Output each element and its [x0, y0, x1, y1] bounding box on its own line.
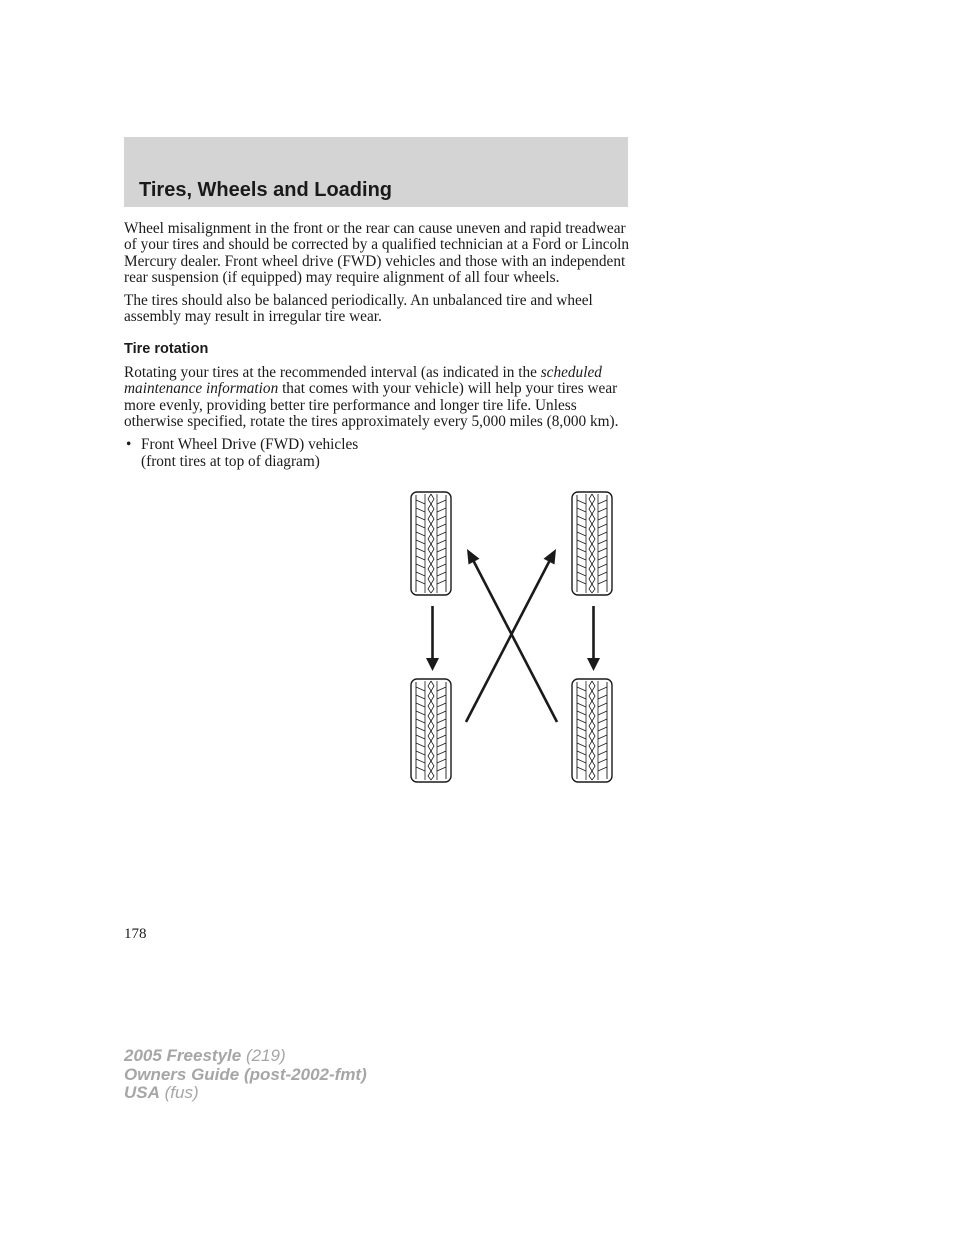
footer-line-guide — [124, 1066, 367, 1085]
footer-line-market — [124, 1084, 367, 1103]
bullet-item-fwd — [124, 437, 361, 470]
paragraph-rotation — [124, 365, 632, 430]
paragraph-alignment: Wheel misalignment in the front or the rear can cause uneven and rapid treadwear of your tires and should be corrected by a qualified technician at a Ford or Lincoln Mercury dealer. Front wheel drive (FWD) vehicles and those with an independent rear suspension (if equipped) may require alignment of all four wheels. — [124, 220, 630, 286]
footer-guide: Owners Guide (post-2002-fmt) — [124, 1064, 367, 1084]
section-title: Tires, Wheels and Loading — [139, 179, 393, 201]
subheading-tire-rotation: Tire rotation — [124, 340, 209, 357]
arrow-front-left-to-rear-left-icon — [426, 606, 439, 671]
document-footer — [124, 1047, 367, 1103]
front-right-tire-icon — [572, 492, 612, 595]
footer-market-code: (fus) — [164, 1083, 199, 1102]
front-left-tire-icon — [411, 492, 451, 595]
bullet-text-fwd: Front Wheel Drive (FWD) vehicles (front tires at top of diagram) — [141, 436, 359, 470]
footer-market: USA — [124, 1083, 160, 1102]
footer-line-model — [124, 1047, 367, 1066]
paragraph-rotation-start: Rotating your tires at the recommended interval (as indicated in the — [124, 364, 537, 382]
paragraph-balancing: The tires should also be balanced periodically. An unbalanced tire and wheel assembly may result in irregular tire wear. — [124, 292, 593, 326]
footer-model: 2005 Freestyle — [124, 1046, 242, 1065]
arrow-front-right-to-rear-right-icon — [587, 606, 600, 671]
rear-right-tire-icon — [572, 679, 612, 782]
footer-model-code: (219) — [245, 1046, 286, 1065]
page-number: 178 — [124, 926, 147, 942]
paragraph-rotation-end: that comes with your vehicle) will help your tires wear more evenly, providing better tire performance and longer tire life. Unless otherwise specified, rotate the tires approximately every 5,000 miles (8,000 km). — [124, 380, 619, 430]
section-header-band — [124, 137, 628, 207]
scheduled-maintenance-reference: scheduled maintenance information — [124, 364, 602, 398]
rear-left-tire-icon — [411, 679, 451, 782]
tire-rotation-diagram — [400, 488, 620, 788]
bullet-icon: • — [126, 436, 132, 454]
main-content — [124, 221, 632, 470]
